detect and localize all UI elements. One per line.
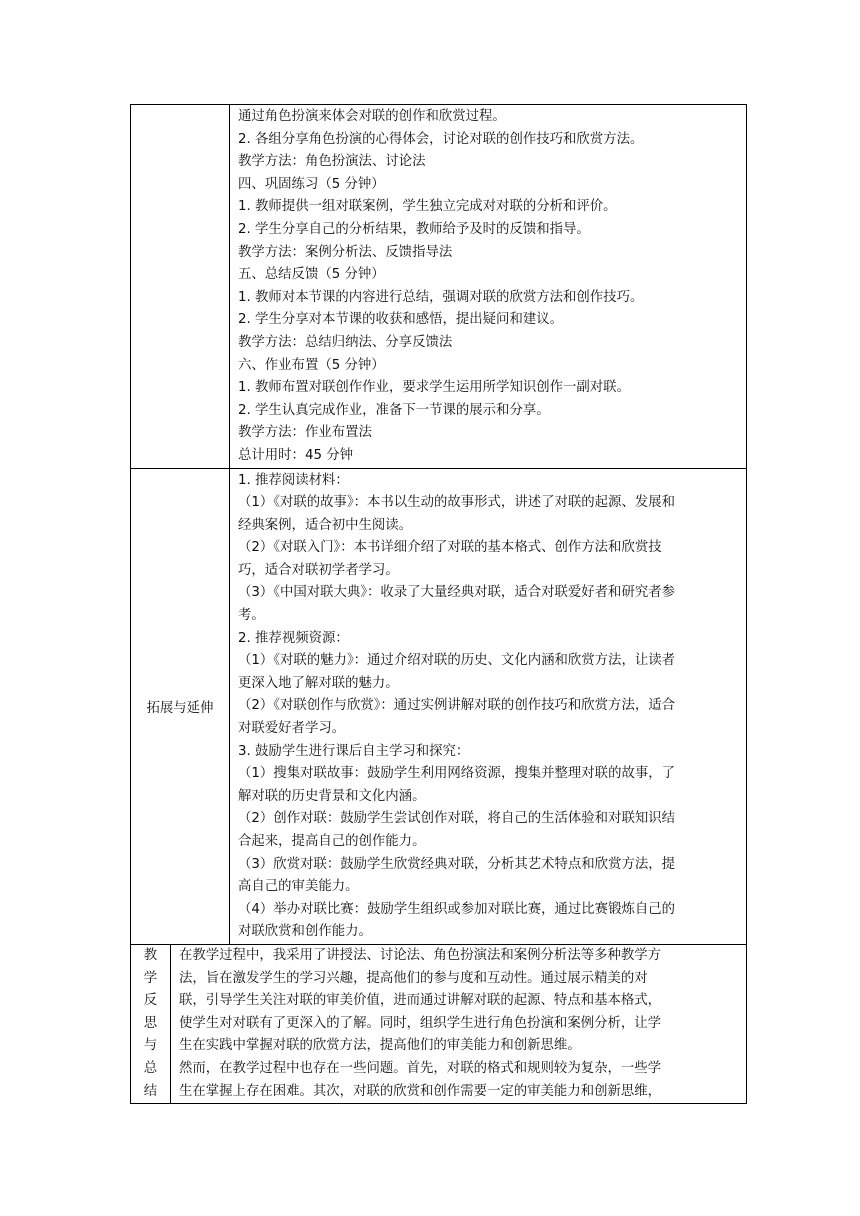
extension-text [230,470,746,944]
text-line: 经典案例，适合初中生阅读。 [238,517,413,533]
text-line: （3）欣赏对联：鼓励学生欣赏经典对联，分析其艺术特点和欣赏方法，提 [238,856,676,872]
label-char: 总 [143,1060,158,1076]
reflection-table [130,945,747,1104]
text-line: 四、巩固练习（5 分钟） [238,176,385,192]
text-line: 3. 鼓励学生进行课后自主学习和探究： [238,743,470,759]
text-line: 通过角色扮演来体会对联的创作和欣赏过程。 [238,109,506,124]
text-line: 2. 学生分享对本节课的收获和感悟，提出疑问和建议。 [238,312,564,328]
text-line: 教学方法：总结归纳法、分享反馈法 [238,334,453,350]
text-line: 2. 推荐视频资源： [238,630,349,646]
text-line: 使学生对对联有了更深入的了解。同时，组织学生进行角色扮演和案例分析，让学 [179,1015,662,1031]
text-line: 对联爱好者学习。 [238,721,346,737]
reflection-label-cell [131,945,171,1104]
text-line: 对联欣赏和创作能力。 [238,924,372,940]
text-line: 高自己的审美能力。 [238,879,359,895]
extension-row [131,468,747,944]
text-line: 生在实践中掌握对联的欣赏方法，提高他们的审美能力和创新思维。 [179,1038,581,1054]
document-page [130,104,746,1104]
label-char: 结 [143,1083,158,1099]
text-line: （1）《对联的故事》：本书以生动的故事形式，讲述了对联的起源、发展和 [238,495,676,511]
text-line: 在教学过程中，我采用了讲授法、讨论法、角色扮演法和案例分析法等多种教学方 [179,947,662,963]
lesson-procedure-text [230,106,746,468]
text-line: 1. 教师提供一组对联案例，学生独立完成对对联的分析和评价。 [238,199,617,215]
text-line: 然而，在教学过程中也存在一些问题。首先，对联的格式和规则较为复杂，一些学 [179,1060,662,1076]
label-char: 教 [143,947,158,963]
text-line: （2）创作对联：鼓励学生尝试创作对联，将自己的生活体验和对联知识结 [238,811,676,827]
text-line: 五、总结反馈（5 分钟） [238,267,385,283]
text-line: 联，引导学生关注对联的审美价值，进而通过讲解对联的起源、特点和基本格式， [179,993,662,1009]
text-line: 1. 教师对本节课的内容进行总结，强调对联的欣赏方法和创作技巧。 [238,289,644,305]
text-line: （2）《对联创作与欣赏》：通过实例讲解对联的创作技巧和欣赏方法，适合 [238,698,676,714]
text-line: 总计用时：45 分钟 [238,447,354,463]
text-line: 更深入地了解对联的魅力。 [238,675,399,691]
extension-label: 拓展与延伸 [146,700,214,716]
row-label-cell-empty [131,105,230,469]
lesson-procedure-row [131,105,747,469]
text-line: 考。 [238,608,265,624]
text-line: 教学方法：作业布置法 [238,425,372,441]
extension-label-cell [131,468,230,944]
text-line: （1）搜集对联故事：鼓励学生利用网络资源，搜集并整理对联的故事，了 [238,766,676,782]
text-line: 2. 各组分享角色扮演的心得体会，讨论对联的创作技巧和欣赏方法。 [238,131,644,147]
text-line: 1. 推荐阅读材料： [238,472,349,488]
text-line: （4）举办对联比赛：鼓励学生组织或参加对联比赛，通过比赛锻炼自己的 [238,901,676,917]
reflection-row [131,945,747,1104]
label-char: 学 [143,970,158,986]
label-char: 反 [143,993,158,1009]
reflection-label [131,945,170,1103]
label-char: 与 [143,1038,158,1054]
text-line: 2. 学生分享自己的分析结果，教师给予及时的反馈和指导。 [238,221,590,237]
text-line: （1）《对联的魅力》：通过介绍对联的历史、文化内涵和欣赏方法，让读者 [238,653,676,669]
text-line: 2. 学生认真完成作业，准备下一节课的展示和分享。 [238,402,550,418]
text-line: 1. 教师布置对联创作作业，要求学生运用所学知识创作一副对联。 [238,380,630,396]
text-line: 教学方法：案例分析法、反馈指导法 [238,244,453,260]
reflection-text [171,945,746,1103]
text-line: （2）《对联入门》：本书详细介绍了对联的基本格式、创作方法和欣赏技 [238,540,662,556]
lesson-plan-table [130,104,747,945]
text-line: 生在掌握上存在困难。其次，对联的欣赏和创作需要一定的审美能力和创新思维， [179,1083,662,1099]
text-line: 法，旨在激发学生的学习兴趣，提高他们的参与度和互动性。通过展示精美的对 [179,970,648,986]
text-line: 巧，适合对联初学者学习。 [238,562,399,578]
text-line: 解对联的历史背景和文化内涵。 [238,788,426,804]
reflection-content-cell [171,945,747,1104]
extension-content-cell [230,468,747,944]
text-line: （3）《中国对联大典》：收录了大量经典对联，适合对联爱好者和研究者参 [238,585,676,601]
text-line: 六、作业布置（5 分钟） [238,357,385,373]
lesson-procedure-cell [230,105,747,469]
label-char: 思 [143,1015,158,1031]
text-line: 合起来，提高自己的创作能力。 [238,834,426,849]
text-line: 教学方法：角色扮演法、讨论法 [238,154,426,170]
